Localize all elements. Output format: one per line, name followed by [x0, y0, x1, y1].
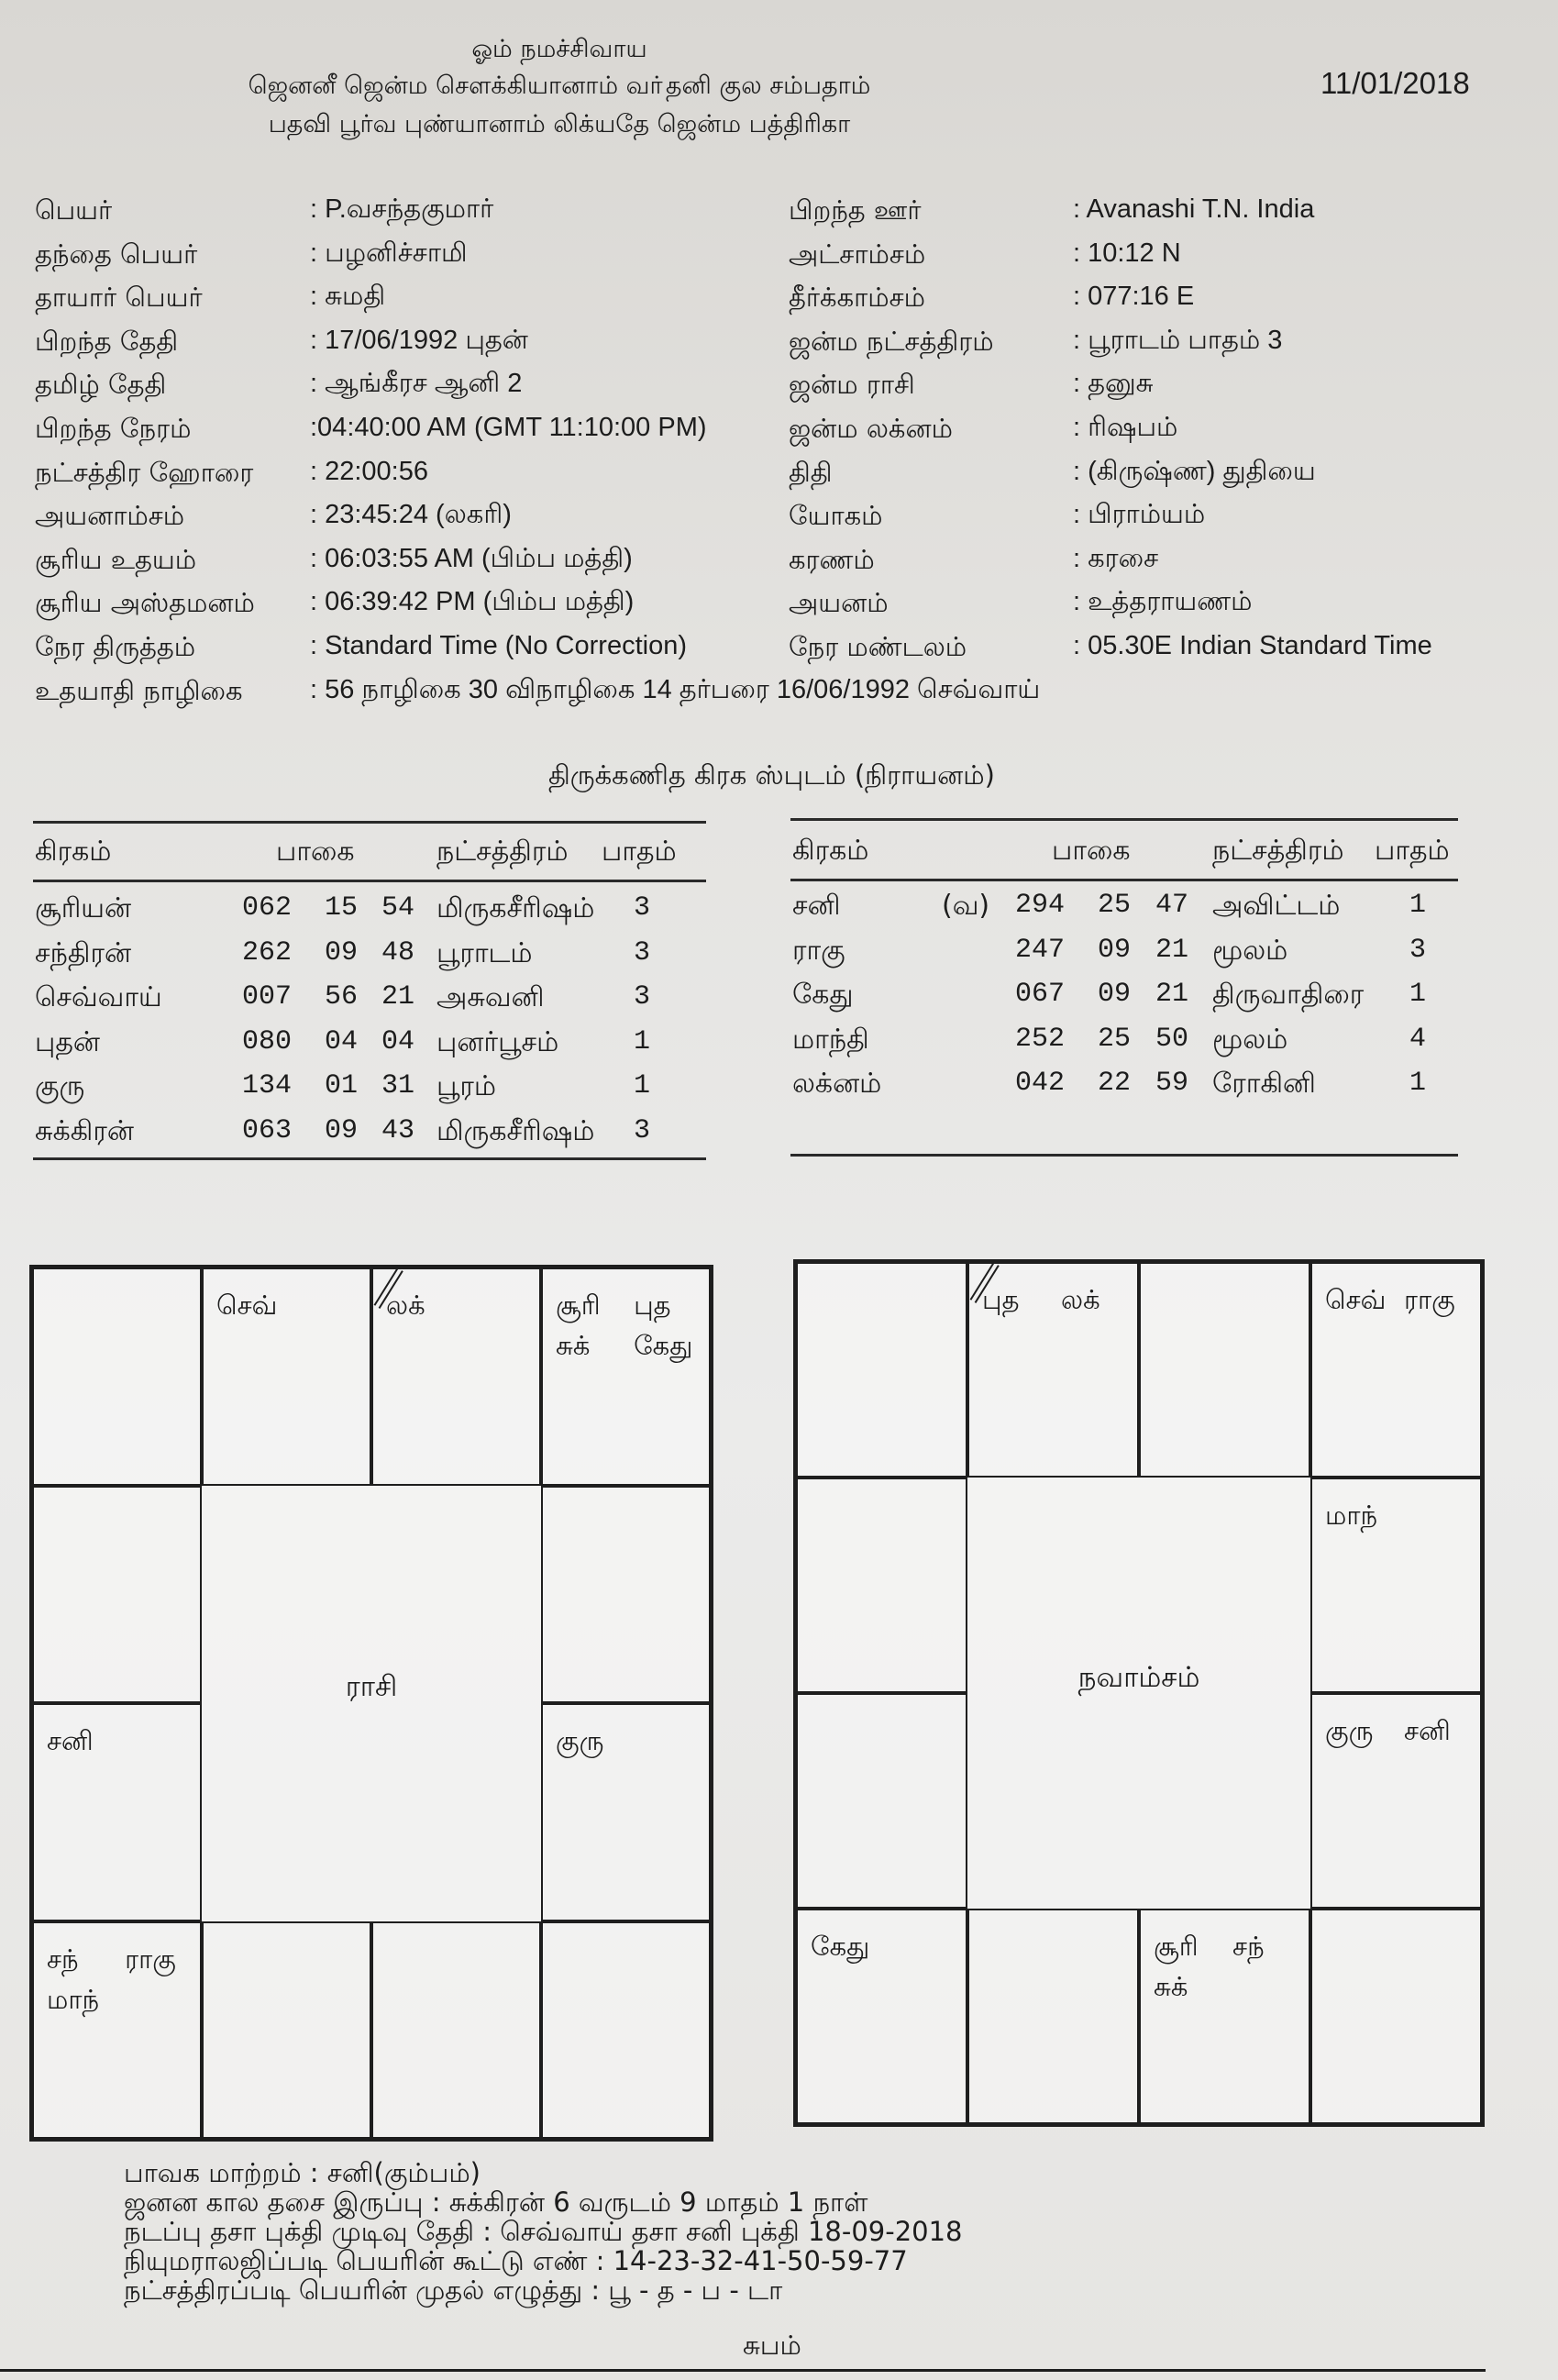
detail-value: : கரசை	[1073, 543, 1159, 573]
header-verse-line-2: பதவி பூர்வ புண்யானாம் லிக்யதே ஜென்ம பத்திரிகா	[268, 110, 851, 138]
house-rishabam	[1139, 1262, 1310, 1478]
detail-value: : 23:45:24 (லகரி)	[310, 500, 512, 530]
second-value: 31	[381, 1070, 415, 1101]
pada-value: 3	[1409, 934, 1427, 966]
column-header-star: நட்சத்திரம்	[436, 836, 569, 868]
planet-abbrev: புத	[982, 1284, 1020, 1315]
detail-label: சூரிய அஸ்தமனம்	[35, 587, 255, 619]
degree-value: 294	[1015, 890, 1066, 921]
planet-abbrev: சந்	[47, 1943, 79, 1975]
star-name: பூரம்	[436, 1070, 497, 1102]
detail-label: தமிழ் தேதி	[35, 369, 167, 401]
degree-value: 007	[242, 981, 293, 1013]
column-header-planet: கிரகம்	[35, 836, 112, 868]
planet-abbrev: மாந்	[47, 1983, 100, 2015]
house-kumbam	[32, 1486, 202, 1704]
planet-abbrev: சுக்	[1154, 1971, 1188, 2002]
house-rishabam	[371, 1267, 541, 1486]
planet-abbrev: கேது	[634, 1330, 693, 1361]
second-value: 21	[1155, 979, 1189, 1010]
detail-value: : பூராடம் பாதம் 3	[1073, 325, 1283, 355]
detail-label: உதயாதி நாழிகை	[35, 674, 243, 706]
planet-name: செவ்வாய்	[35, 981, 162, 1013]
star-name: மிருகசீரிஷம்	[436, 1114, 595, 1147]
planet-abbrev: குரு	[556, 1725, 604, 1756]
detail-label: கரணம்	[789, 543, 875, 575]
detail-label: ஜன்ம லக்னம்	[789, 413, 953, 444]
house-mesham	[967, 1262, 1139, 1478]
column-header-planet: கிரகம்	[792, 835, 869, 867]
house-kumbam	[796, 1478, 967, 1693]
planet-name: மாந்தி	[792, 1023, 869, 1056]
star-name: அசுவனி	[436, 981, 545, 1013]
column-header-degree: பாகை	[1052, 835, 1131, 867]
table-rule-header	[33, 880, 706, 882]
planet-table-right	[790, 818, 1458, 1157]
planet-abbrev: புத	[634, 1290, 671, 1321]
detail-value: : தனுசு	[1073, 369, 1154, 399]
second-value: 43	[381, 1114, 415, 1146]
planet-abbrev: சனி	[47, 1725, 94, 1756]
planet-abbrev: சூரி	[1154, 1931, 1199, 1962]
table-rule-bottom	[790, 1154, 1458, 1157]
house-kanni	[541, 1921, 711, 2140]
header-invocation: ஓம் நமச்சிவாய	[471, 35, 647, 63]
pada-value: 1	[1409, 979, 1427, 1010]
minute-value: 56	[325, 981, 359, 1013]
house-kadagam	[541, 1486, 711, 1704]
detail-label: சூரிய உதயம்	[35, 543, 197, 575]
house-thulam	[371, 1921, 541, 2140]
detail-value: : Avanashi T.N. India	[1073, 194, 1315, 224]
second-value: 59	[1155, 1068, 1189, 1099]
house-makaram	[796, 1693, 967, 1909]
numerology-name-numbers: நியுமராலஜிப்படி பெயரின் கூட்டு எண் : 14-23-32-41-50-59-77	[124, 2245, 908, 2276]
detail-label: திதி	[789, 456, 833, 488]
retrograde-flag: (வ)	[942, 890, 990, 922]
planet-name: சனி	[792, 890, 841, 922]
degree-value: 080	[242, 1025, 293, 1057]
detail-value: :04:40:00 AM (GMT 11:10:00 PM)	[310, 413, 707, 442]
detail-label: அட்சாம்சம்	[789, 238, 926, 270]
table-rule-top	[33, 821, 706, 824]
detail-label: பிறந்த தேதி	[35, 325, 179, 357]
table-row	[33, 937, 706, 978]
second-value: 21	[1155, 934, 1189, 966]
planet-abbrev: சனி	[1404, 1715, 1451, 1746]
degree-value: 063	[242, 1114, 293, 1146]
minute-value: 15	[325, 892, 359, 924]
pada-value: 1	[634, 1070, 651, 1101]
detail-value: : Standard Time (No Correction)	[310, 631, 687, 660]
planet-abbrev: செவ்	[216, 1290, 278, 1321]
star-name: மிருகசீரிஷம்	[436, 892, 595, 924]
table-row	[33, 1026, 706, 1067]
header-verse-line-1: ஜெனனீ ஜென்ம சௌக்கியானாம் வா்தனி குல சம்பதாம்	[248, 72, 871, 100]
table-row	[790, 890, 1458, 930]
planet-table-left	[33, 821, 706, 1162]
detail-label: தந்தை பெயர்	[35, 238, 198, 270]
detail-value: : 17/06/1992 புதன்	[310, 325, 528, 355]
bottom-rule	[0, 2369, 1486, 2372]
minute-value: 25	[1098, 890, 1132, 921]
planet-abbrev: லக்	[386, 1290, 425, 1321]
detail-label: யோகம்	[789, 500, 883, 532]
minute-value: 22	[1098, 1068, 1132, 1099]
house-mithunam	[1310, 1262, 1482, 1478]
house-simmam	[541, 1703, 711, 1921]
pada-value: 1	[1409, 890, 1427, 921]
house-dhanusu	[32, 1921, 202, 2140]
house-meenam	[796, 1262, 967, 1478]
house-kadagam	[1310, 1478, 1482, 1693]
house-makaram	[32, 1703, 202, 1921]
column-header-degree: பாகை	[276, 836, 355, 868]
table-rule-top	[790, 818, 1458, 821]
print-date: 11/01/2018	[1320, 66, 1470, 100]
detail-label: ஜன்ம நட்சத்திரம்	[789, 325, 994, 357]
pada-value: 3	[634, 936, 651, 969]
detail-value: : 06:03:55 AM (பிம்ப மத்தி)	[310, 543, 633, 573]
detail-label: பெயர்	[35, 194, 113, 226]
house-meenam	[32, 1267, 202, 1486]
detail-label: அயனாம்சம்	[35, 500, 185, 532]
pada-value: 3	[634, 1114, 651, 1146]
planet-name: ராகு	[792, 934, 845, 967]
planet-positions-title: திருக்கணித கிரக ஸ்புடம் (நிராயனம்)	[548, 759, 995, 791]
house-mesham	[202, 1267, 371, 1486]
detail-value: : பிராம்யம்	[1073, 500, 1206, 530]
table-row	[790, 1024, 1458, 1064]
planet-abbrev: கேது	[811, 1931, 870, 1962]
minute-value: 09	[325, 936, 359, 969]
star-name: மூலம்	[1212, 1023, 1288, 1056]
second-value: 48	[381, 936, 415, 969]
degree-value: 134	[242, 1070, 293, 1101]
house-mithunam	[541, 1267, 711, 1486]
degree-value: 067	[1015, 979, 1066, 1010]
detail-label: பிறந்த நேரம்	[35, 413, 192, 444]
star-name: திருவாதிரை	[1212, 979, 1365, 1011]
degree-value: 247	[1015, 934, 1066, 966]
planet-abbrev: சந்	[1232, 1931, 1265, 1962]
detail-label: தாயார் பெயர்	[35, 282, 203, 314]
pada-value: 1	[1409, 1068, 1427, 1099]
detail-value: : 05.30E Indian Standard Time	[1073, 631, 1432, 660]
degree-value: 262	[242, 936, 293, 969]
house-dhanusu	[796, 1909, 967, 2124]
table-row	[790, 935, 1458, 975]
table-rule-header	[790, 879, 1458, 881]
table-row	[33, 1115, 706, 1156]
detail-label: ஜன்ம ராசி	[789, 369, 915, 401]
table-row	[790, 979, 1458, 1019]
detail-value: : ரிஷபம்	[1073, 413, 1178, 442]
second-value: 50	[1155, 1023, 1189, 1055]
chart-title: ராசி	[345, 1670, 398, 1704]
detail-value: : 10:12 N	[1073, 238, 1181, 268]
table-rule-bottom	[33, 1157, 706, 1160]
star-name: மூலம்	[1212, 934, 1288, 967]
planet-abbrev: லக்	[1061, 1284, 1100, 1315]
detail-value: : 077:16 E	[1073, 282, 1195, 312]
star-name: புனர்பூசம்	[436, 1025, 559, 1058]
table-row	[790, 1068, 1458, 1108]
star-name: அவிட்டம்	[1212, 890, 1341, 922]
pada-value: 3	[634, 892, 651, 924]
minute-value: 25	[1098, 1023, 1132, 1055]
current-dasa-end-date: நடப்பு தசா புக்தி முடிவு தேதி : செவ்வாய் தசா சனி புக்தி 18-09-2018	[124, 2216, 963, 2247]
detail-value: : 56 நாழிகை 30 விநாழிகை 14 தர்பரை 16/06/1992 செவ்வாய்	[310, 674, 1041, 704]
second-value: 21	[381, 981, 415, 1013]
second-value: 04	[381, 1025, 415, 1057]
pada-value: 1	[634, 1025, 651, 1057]
detail-label: அயனம்	[789, 587, 889, 619]
column-header-pada: பாதம்	[1375, 835, 1450, 867]
planet-abbrev: மாந்	[1325, 1500, 1378, 1531]
bhava-change: பாவக மாற்றம் : சனி(கும்பம்)	[124, 2157, 481, 2188]
star-name: ரோகினி	[1212, 1068, 1316, 1100]
pada-value: 3	[634, 981, 651, 1013]
degree-value: 062	[242, 892, 293, 924]
house-simmam	[1310, 1693, 1482, 1909]
rasi-chart	[29, 1265, 713, 2142]
table-row	[33, 892, 706, 933]
planet-name: சூரியன்	[35, 892, 132, 924]
minute-value: 09	[1098, 934, 1132, 966]
star-name: பூராடம்	[436, 936, 533, 969]
planet-abbrev: சூரி	[556, 1290, 601, 1321]
planet-abbrev: ராகு	[1404, 1284, 1455, 1315]
planet-name: கேது	[792, 979, 854, 1011]
chart-title: நவாம்சம்	[1077, 1660, 1200, 1694]
second-value: 54	[381, 892, 415, 924]
detail-label: தீர்க்காம்சம்	[789, 282, 926, 314]
detail-value: : P.வசந்தகுமார்	[310, 194, 494, 224]
planet-abbrev: செவ்	[1325, 1284, 1387, 1315]
birth-dasa-balance: ஜனன கால தசை இருப்பு : சுக்கிரன் 6 வருடம் 9 மாதம் 1 நாள்	[124, 2186, 868, 2218]
second-value: 47	[1155, 890, 1189, 921]
table-row	[33, 981, 706, 1022]
house-thulam	[1139, 1909, 1310, 2124]
detail-value: : (கிருஷ்ண) துதியை	[1073, 456, 1316, 486]
minute-value: 04	[325, 1025, 359, 1057]
degree-value: 042	[1015, 1068, 1066, 1099]
detail-value: : 06:39:42 PM (பிம்ப மத்தி)	[310, 587, 635, 617]
planet-name: சுக்கிரன்	[35, 1114, 134, 1147]
detail-label: பிறந்த ஊர்	[789, 194, 922, 226]
planet-abbrev: குரு	[1325, 1715, 1374, 1746]
table-row	[33, 1070, 706, 1111]
planet-abbrev: ராகு	[125, 1943, 176, 1975]
minute-value: 01	[325, 1070, 359, 1101]
detail-value: : உத்தராயணம்	[1073, 587, 1253, 617]
column-header-pada: பாதம்	[602, 836, 677, 868]
detail-label: நேர மண்டலம்	[789, 631, 967, 662]
detail-value: : 22:00:56	[310, 456, 428, 486]
planet-name: சந்திரன்	[35, 936, 132, 969]
detail-value: : சுமதி	[310, 282, 386, 312]
closing-blessing: சுபம்	[743, 2330, 801, 2361]
house-viruchigam	[967, 1909, 1139, 2124]
detail-value: : பழனிச்சாமி	[310, 238, 468, 268]
detail-label: நேர திருத்தம்	[35, 631, 196, 662]
navamsa-chart	[793, 1259, 1485, 2127]
planet-abbrev: சுக்	[556, 1330, 591, 1361]
degree-value: 252	[1015, 1023, 1066, 1055]
detail-label: நட்சத்திர ஹோரை	[35, 456, 254, 488]
house-kanni	[1310, 1909, 1482, 2124]
name-first-letters: நட்சத்திரப்படி பெயரின் முதல் எழுத்து : பூ - த - ப - டா	[124, 2275, 783, 2306]
house-viruchigam	[202, 1921, 371, 2140]
minute-value: 09	[1098, 979, 1132, 1010]
planet-name: புதன்	[35, 1025, 100, 1058]
planet-name: குரு	[35, 1070, 85, 1102]
minute-value: 09	[325, 1114, 359, 1146]
pada-value: 4	[1409, 1023, 1427, 1055]
column-header-star: நட்சத்திரம்	[1212, 835, 1344, 867]
detail-value: : ஆங்கீரச ஆனி 2	[310, 369, 523, 399]
planet-name: லக்னம்	[792, 1068, 882, 1100]
